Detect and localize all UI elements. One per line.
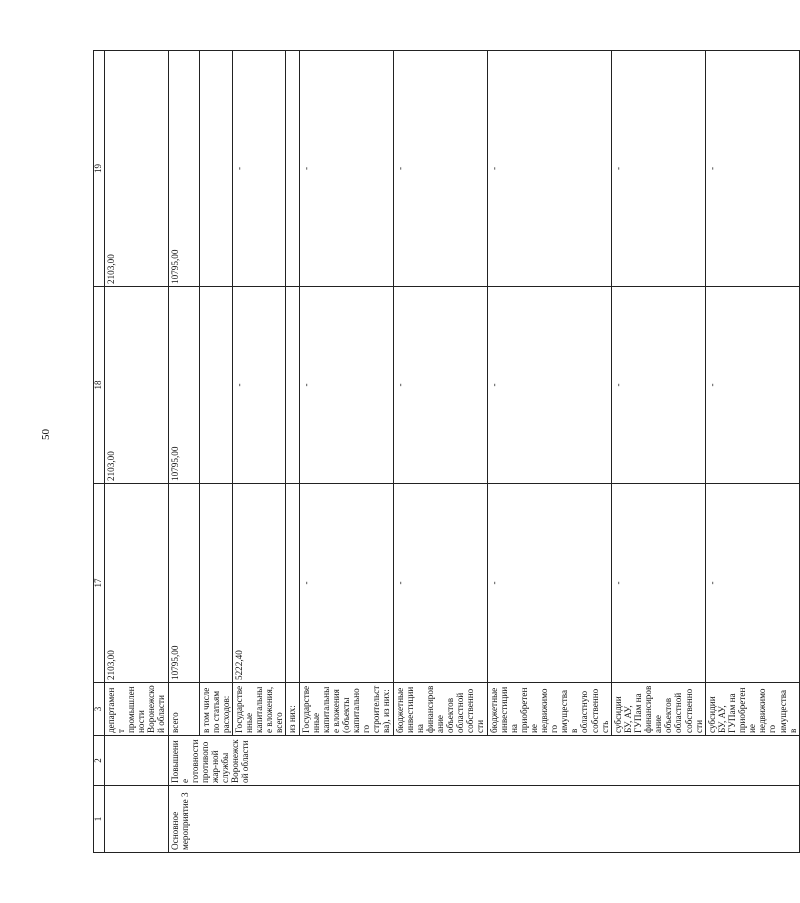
cell-value: 5222,40: [232, 484, 286, 683]
cell-event-name: Повышение готовности противопожар-ной службы Воронежской области: [168, 736, 799, 786]
table-row: [487, 51, 611, 853]
cell-value: -: [611, 484, 705, 683]
cell-expense-item: бюджетные инвестиции на финансирование объектов областной собственности: [393, 683, 487, 736]
header-col-1: 1: [94, 786, 105, 853]
cell-value: -: [299, 287, 393, 484]
cell-value: -: [705, 484, 799, 683]
cell-responsible: департамент промышленности Воронежской области: [104, 683, 168, 736]
table-row: [199, 51, 232, 853]
header-col-19: 19: [94, 51, 105, 287]
cell-value: -: [611, 287, 705, 484]
table-row: [611, 51, 705, 853]
page-number: 50: [40, 429, 52, 440]
cell-value: -: [232, 287, 286, 484]
cell-expense-item: бюджетные инвестиции на приобретение недвижимого имущества в областную собственность: [487, 683, 611, 736]
header-col-17: 17: [94, 484, 105, 683]
cell-value: 10795,00: [168, 484, 199, 683]
cell-expense-item: субсидии БУ, АУ, ГУПам на финансирование объектов областной собственности: [611, 683, 705, 736]
cell-value: -: [393, 287, 487, 484]
cell-expense-item: Государственные капитальные вложения (объекты капитального строительства), из них:: [299, 683, 393, 736]
cell-expense-item: в том числе по статьям расходов:: [199, 683, 232, 736]
cell-empty: [104, 736, 168, 786]
cell-value: [286, 484, 299, 683]
cell-value: [286, 51, 299, 287]
table-row: [393, 51, 487, 853]
cell-value: -: [393, 51, 487, 287]
table-row: [299, 51, 393, 853]
cell-expense-item: Государственные капитальные вложения, всего: [232, 683, 286, 736]
cell-value: [286, 287, 299, 484]
cell-value: 2103,00: [104, 484, 168, 683]
cell-value: [199, 51, 232, 287]
cell-value: -: [705, 51, 799, 287]
header-col-18: 18: [94, 287, 105, 484]
header-col-2: 2: [94, 736, 105, 786]
header-row: [94, 51, 105, 853]
budget-table: [93, 50, 800, 853]
table-row: [286, 51, 299, 853]
cell-empty: [104, 786, 168, 853]
cell-expense-item: всего: [168, 683, 199, 736]
cell-value: -: [705, 287, 799, 484]
table-row: [104, 51, 168, 853]
cell-expense-item: из них:: [286, 683, 299, 736]
cell-value: [199, 484, 232, 683]
table-row: [705, 51, 799, 853]
cell-value: -: [299, 51, 393, 287]
cell-value: 2103,00: [104, 287, 168, 484]
cell-value: -: [487, 484, 611, 683]
cell-value: -: [487, 51, 611, 287]
cell-value: 10795,00: [168, 287, 199, 484]
cell-expense-item: субсидии БУ, АУ, ГУПам на приобретение недвижимого имущества в: [705, 683, 799, 736]
cell-value: 2103,00: [104, 51, 168, 287]
rotated-table-container: [93, 51, 798, 853]
cell-value: 10795,00: [168, 51, 199, 287]
cell-value: -: [393, 484, 487, 683]
cell-value: -: [299, 484, 393, 683]
cell-value: -: [487, 287, 611, 484]
cell-value: -: [232, 51, 286, 287]
table-row: [168, 51, 199, 853]
cell-event-status: Основное мероприятие 3: [168, 786, 799, 853]
cell-value: -: [611, 51, 705, 287]
header-col-3: 3: [94, 683, 105, 736]
table-row: [232, 51, 286, 853]
cell-value: [199, 287, 232, 484]
